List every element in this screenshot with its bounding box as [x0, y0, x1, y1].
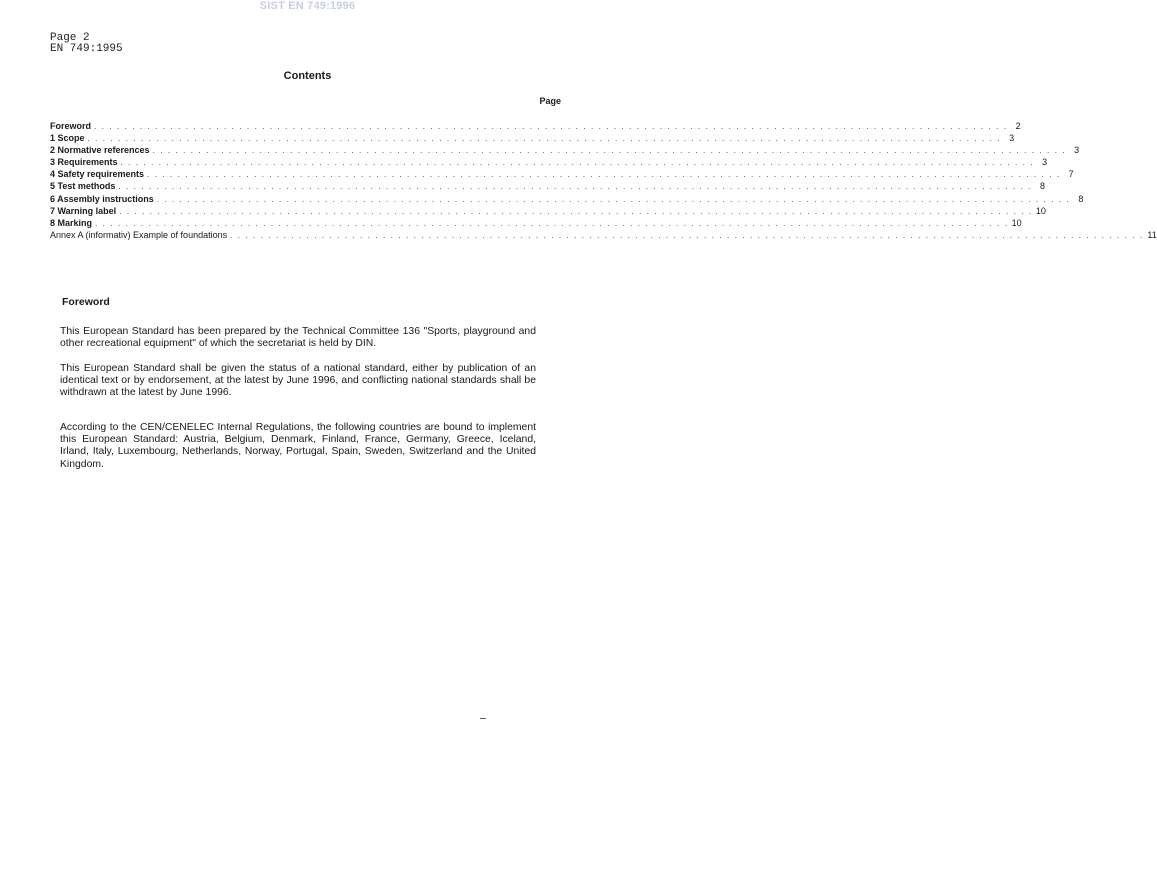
toc-entry-page: 8	[1078, 193, 1084, 204]
toc-entry	[50, 181, 1045, 193]
page-number: Page 2	[50, 32, 90, 44]
toc-entry-page: 7	[1068, 169, 1074, 180]
toc-entry-page: 11	[1147, 229, 1157, 240]
page-header	[50, 33, 123, 54]
scan-mark	[480, 718, 486, 719]
toc-entry	[50, 169, 1074, 181]
toc-dot-leader: . . . . . . . . . . . . . . . . . . . . . . . . . . . . . . . . . . . . . . . . . . . . . . . . . . . . . . . . . . . . . . . . . . . . . . . . . . . . . . . . . . . . . . . . . . . . . . . . . . . . . . . . . . . . . . . . . . . . . . . .	[152, 146, 1067, 156]
toc-entry-page: 10	[1035, 205, 1046, 216]
toc-entry-page: 8	[1039, 181, 1045, 192]
toc-entry-label: 6 Assembly instructions	[50, 193, 154, 204]
toc-entry-label: 7 Warning label	[50, 205, 117, 216]
toc-entry	[50, 205, 1046, 218]
toc-entry	[50, 229, 1157, 242]
foreword-paragraph-1: This European Standard has been prepared by the Technical Committee 136 "Sports, playground and other recreational equipment" of which the secretariat is held by DIN.	[60, 326, 536, 350]
toc-entry	[50, 193, 1084, 206]
toc-entry	[50, 157, 1048, 169]
foreword-paragraph-2: This European Standard shall be given the status of a national standard, either by publication of an identical text or by endorsement, at the latest by June 1996, and conflicting national standards shall be withdrawn at the latest by June 1996.	[60, 363, 536, 399]
toc-dot-leader: . . . . . . . . . . . . . . . . . . . . . . . . . . . . . . . . . . . . . . . . . . . . . . . . . . . . . . . . . . . . . . . . . . . . . . . . . . . . . . . . . . . . . . . . . . . . . . . . . . . . . . . . . . . . . . . . . . . . . . . .	[230, 230, 1144, 240]
toc-entry-label: 1 Scope	[50, 133, 85, 144]
toc-entry-label: 5 Test methods	[50, 181, 116, 192]
toc-entry-label: 3 Requirements	[50, 157, 118, 168]
toc-entry-page: 3	[1009, 133, 1015, 144]
toc-entry-label: 8 Marking	[50, 217, 93, 228]
toc-entry-page: 2	[1015, 121, 1021, 131]
toc-dot-leader: . . . . . . . . . . . . . . . . . . . . . . . . . . . . . . . . . . . . . . . . . . . . . . . . . . . . . . . . . . . . . . . . . . . . . . . . . . . . . . . . . . . . . . . . . . . . . . . . . . . . . . . . . . . . . . . . . . . . . . . .	[119, 206, 1033, 216]
toc-entry	[50, 121, 1021, 133]
toc-dot-leader: . . . . . . . . . . . . . . . . . . . . . . . . . . . . . . . . . . . . . . . . . . . . . . . . . . . . . . . . . . . . . . . . . . . . . . . . . . . . . . . . . . . . . . . . . . . . . . . . . . . . . . . . . . . . . . . . . . . . . . . .	[147, 170, 1061, 180]
toc-entry	[50, 133, 1015, 145]
watermark: SIST EN 749:1996	[259, 0, 356, 12]
toc-entry	[50, 217, 1022, 230]
foreword-heading: Foreword	[62, 296, 110, 308]
toc-dot-leader: . . . . . . . . . . . . . . . . . . . . . . . . . . . . . . . . . . . . . . . . . . . . . . . . . . . . . . . . . . . . . . . . . . . . . . . . . . . . . . . . . . . . . . . . . . . . . . . . . . . . . . . . . . . . . . . . . . . . . . . .	[156, 194, 1071, 204]
standard-number: EN 749:1995	[50, 42, 123, 55]
toc-dot-leader: . . . . . . . . . . . . . . . . . . . . . . . . . . . . . . . . . . . . . . . . . . . . . . . . . . . . . . . . . . . . . . . . . . . . . . . . . . . . . . . . . . . . . . . . . . . . . . . . . . . . . . . . . . . . . . . . . . . . . . . .	[118, 182, 1032, 192]
foreword-paragraph-3: According to the CEN/CENELEC Internal Regulations, the following countries are bound to implement this European Standard: Austria, Belgium, Denmark, Finland, France, Germany, Greece, Iceland, Irland, Italy, Luxembourg, Netherlands, Norway, Portugal, Spain, Sweden, Switzerland and the United Kingdom.	[60, 422, 536, 470]
toc-entry-label: Foreword	[50, 121, 92, 131]
toc-dot-leader: . . . . . . . . . . . . . . . . . . . . . . . . . . . . . . . . . . . . . . . . . . . . . . . . . . . . . . . . . . . . . . . . . . . . . . . . . . . . . . . . . . . . . . . . . . . . . . . . . . . . . . . . . . . . . . . . . . . . . . . .	[87, 134, 1002, 144]
toc-entry-label: 2 Normative references	[50, 145, 150, 156]
toc-entry-label: Annex A (informativ) Example of foundations	[50, 229, 228, 240]
toc-entry	[50, 145, 1080, 157]
toc-dot-leader: . . . . . . . . . . . . . . . . . . . . . . . . . . . . . . . . . . . . . . . . . . . . . . . . . . . . . . . . . . . . . . . . . . . . . . . . . . . . . . . . . . . . . . . . . . . . . . . . . . . . . . . . . . . . . . . . . . . . . . . .	[120, 158, 1035, 168]
toc-dot-leader: . . . . . . . . . . . . . . . . . . . . . . . . . . . . . . . . . . . . . . . . . . . . . . . . . . . . . . . . . . . . . . . . . . . . . . . . . . . . . . . . . . . . . . . . . . . . . . . . . . . . . . . . . . . . . . . . . . . . . . . .	[94, 122, 1008, 131]
toc-entry-page: 10	[1011, 217, 1022, 228]
toc-page-column-label: Page	[539, 96, 561, 106]
toc-entry-page: 3	[1042, 157, 1048, 168]
toc-entry-page: 3	[1074, 145, 1080, 156]
contents-title: Contents	[283, 70, 332, 82]
toc-dot-leader: . . . . . . . . . . . . . . . . . . . . . . . . . . . . . . . . . . . . . . . . . . . . . . . . . . . . . . . . . . . . . . . . . . . . . . . . . . . . . . . . . . . . . . . . . . . . . . . . . . . . . . . . . . . . . . . . . . . . . . . .	[95, 218, 1009, 228]
table-of-contents	[50, 121, 1157, 242]
toc-entry-label: 4 Safety requirements	[50, 169, 145, 180]
